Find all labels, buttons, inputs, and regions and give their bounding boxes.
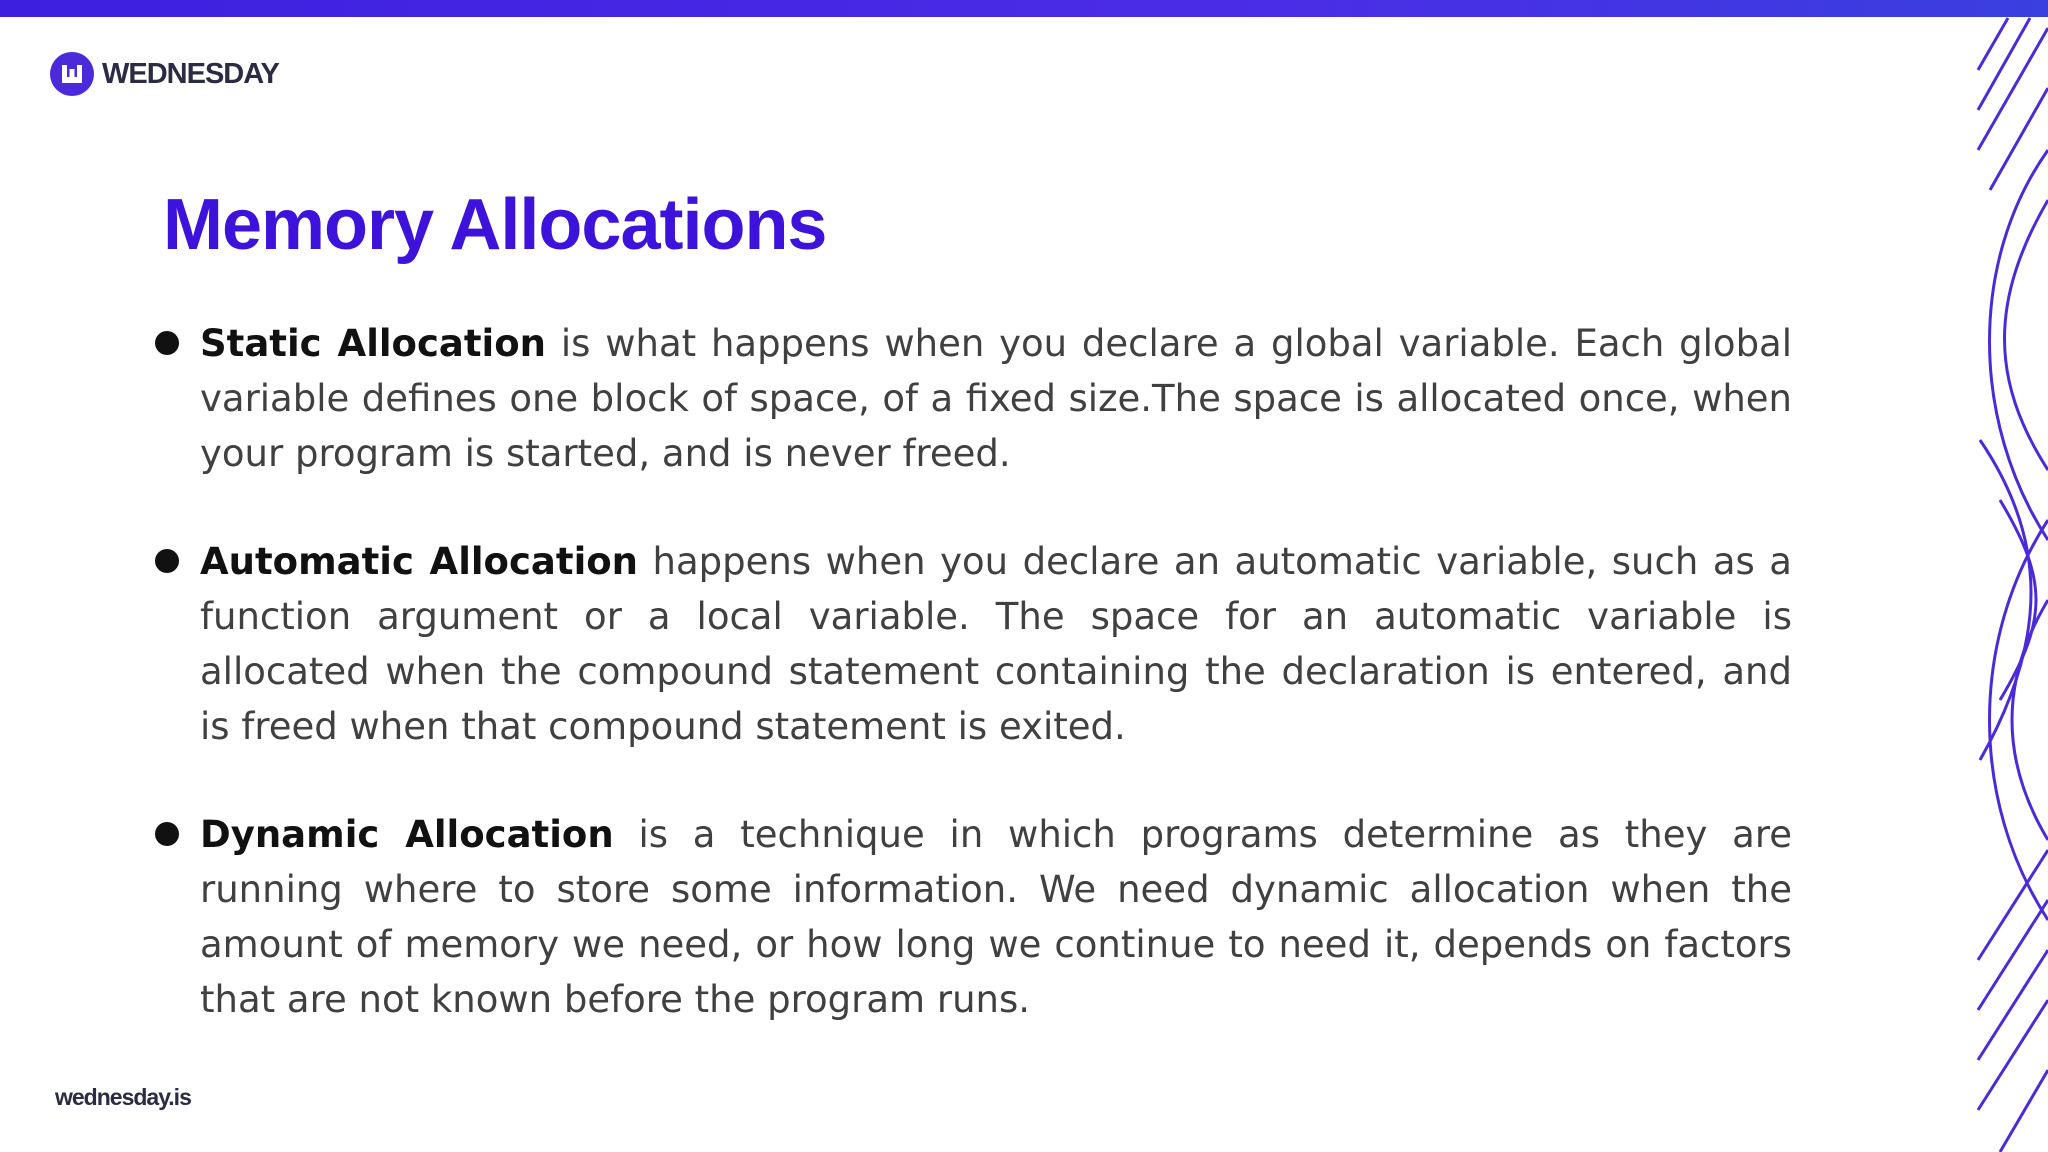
footer-url: wednesday.is xyxy=(55,1084,191,1110)
bullet-text: is what happens when you declare a global variable. Each global variable defines one block of space, of a fixed size.The space is allocated once, when your program is started, and is never freed. xyxy=(200,322,1793,475)
bullet-dot xyxy=(155,549,179,573)
bullet-dot xyxy=(155,822,179,846)
top-accent-bar xyxy=(0,0,2048,17)
bullet-dot xyxy=(155,331,179,355)
bullet-text: happens when you declare an automatic variable, such as a function argument or a local variable. The space for an automatic variable is allocated when the compound statement containing the declaration is entered, and is freed when that compound statement is exited. xyxy=(200,540,1792,748)
wednesday-logo-icon xyxy=(50,52,94,96)
bullet-text: is a technique in which programs determine as they are running where to store some information. We need dynamic allocation when the amount of memory we need, or how long we continue to need it, depends on factors that are not known before the program runs. xyxy=(200,813,1792,1021)
brand-logo xyxy=(50,52,279,96)
bullet-term: Automatic Allocation xyxy=(200,540,639,583)
bullet-automatic-allocation xyxy=(200,534,1792,754)
bullet-static-allocation xyxy=(200,316,1792,481)
slide-title: Memory Allocations xyxy=(163,185,827,265)
bullet-dynamic-allocation xyxy=(200,807,1792,1027)
bullet-list xyxy=(200,316,1792,1080)
brand-name: WEDNESDAY xyxy=(102,57,279,90)
bullet-term: Dynamic Allocation xyxy=(200,813,614,856)
decorative-wave-lines xyxy=(1960,0,2048,1152)
bullet-term: Static Allocation xyxy=(200,322,547,365)
